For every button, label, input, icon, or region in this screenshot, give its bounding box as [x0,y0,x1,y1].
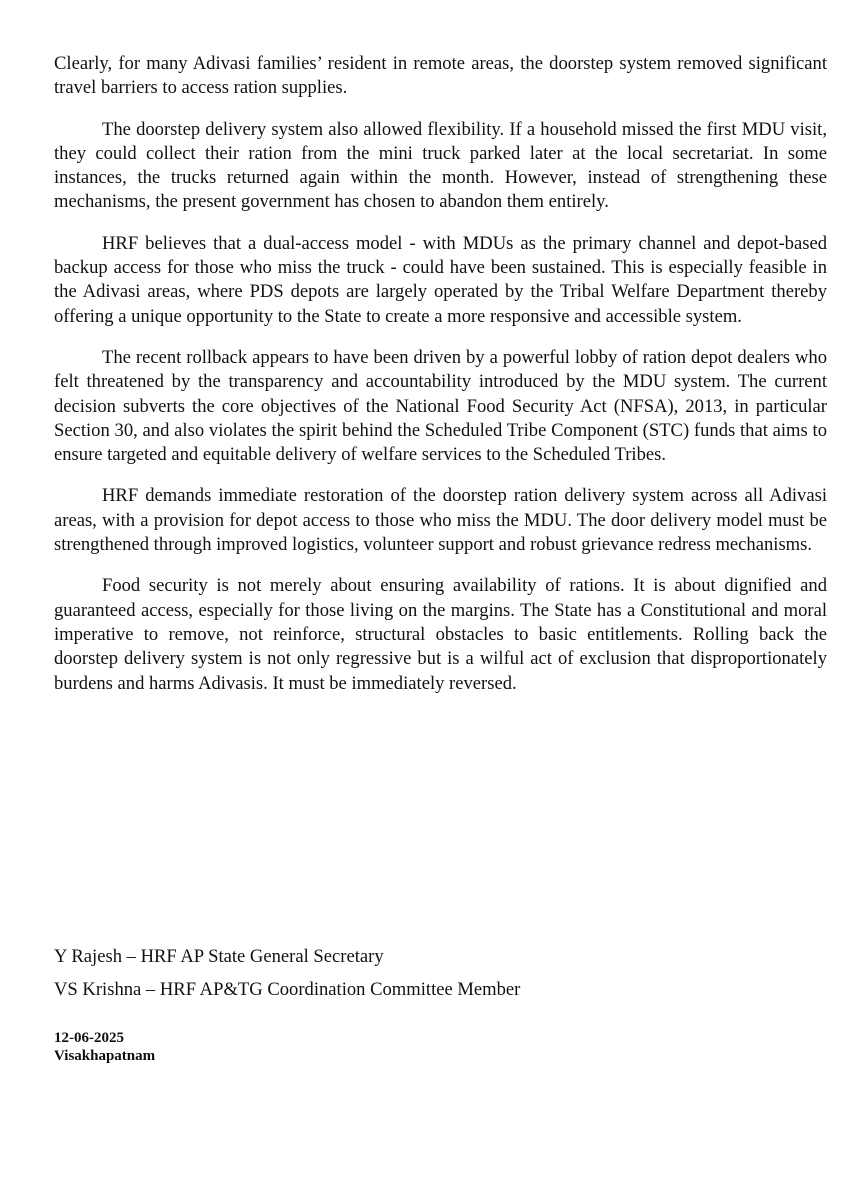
paragraph-1: Clearly, for many Adivasi families’ resident in remote areas, the doorstep system removed significant travel barriers to access ration supplies. [54,53,827,99]
paragraph-6: Food security is not merely about ensuring availability of rations. It is about dignified and guaranteed access, especially for those living on the margins. The State has a Constitutional and moral imperative to remove, not reinforce, structural obstacles to basic entitlements. Rolling back the doorstep delivery system is not only regressive but is a wilful act of exclusion that disproportionately burdens and harms Adivasis. It must be immediately reversed. [54,575,827,694]
document-body [54,52,827,713]
paragraph-4: The recent rollback appears to have been driven by a powerful lobby of ration depot dealers who felt threatened by the transparency and accountability introduced by the MDU system. The current decision subverts the core objectives of the National Food Security Act (NFSA), 2013, in particular Section 30, and also violates the spirit behind the Scheduled Tribe Component (STC) funds that aims to ensure targeted and equitable delivery of welfare services to the Scheduled Tribes. [54,346,827,466]
paragraph-5: HRF demands immediate restoration of the doorstep ration delivery system across all Adivasi areas, with a provision for depot access to those who miss the MDU. The door delivery model must be strengthened through improved logistics, volunteer support and robust grievance redress mechanisms. [54,485,827,556]
date-place-block [54,1029,155,1065]
signatories [54,945,827,1011]
signatory-1: Y Rajesh – HRF AP State General Secretary [54,946,384,967]
signatory-2: VS Krishna – HRF AP&TG Coordination Committee Member [54,979,521,1000]
paragraph-2: The doorstep delivery system also allowed flexibility. If a household missed the first MDU visit, they could collect their ration from the mini truck parked later at the local secretariat. In some instances, the trucks returned again within the month. However, instead of strengthening these mechanisms, the present government has chosen to abandon them entirely. [54,118,827,213]
paragraph-3: HRF believes that a dual-access model - with MDUs as the primary channel and depot-based backup access for those who miss the truck - could have been sustained. This is especially feasible in the Adivasi areas, where PDS depots are largely operated by the Tribal Welfare Department thereby offering a unique opportunity to the State to create a more responsive and accessible system. [54,232,827,327]
document-place: Visakhapatnam [54,1048,156,1064]
document-date: 12-06-2025 [54,1030,124,1046]
